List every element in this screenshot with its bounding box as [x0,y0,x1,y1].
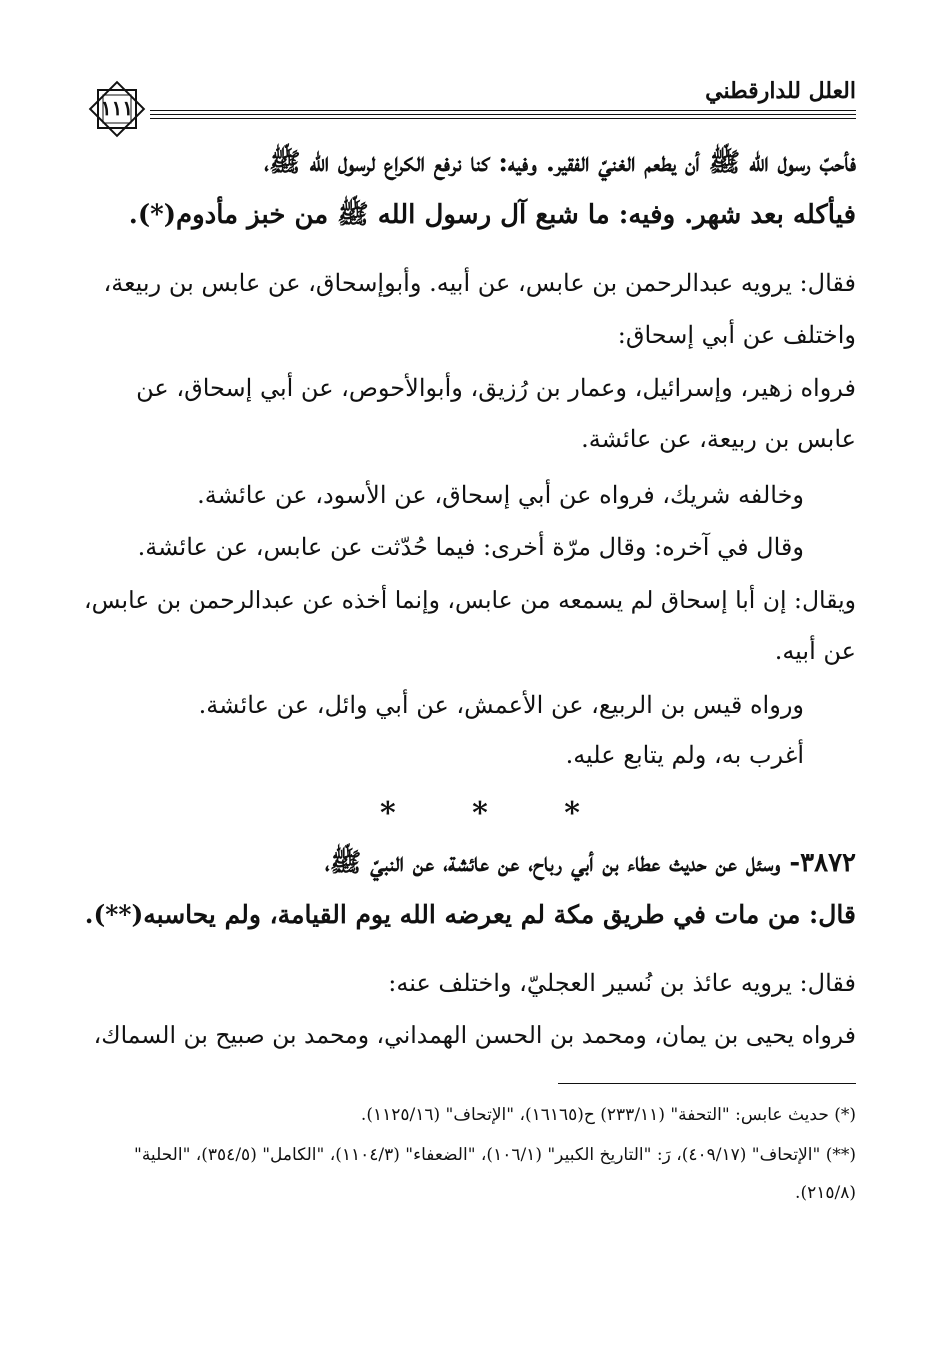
separator-star: * [380,796,396,831]
header-rule [150,118,856,119]
text-line: ورواه قيس بن الربيع، عن الأعمش، عن أبي وائل، عن عائشة. [198,691,804,719]
text-line: فرواه زهير، وإسرائيل، وعمار بن رُزيق، وأبوالأحوص، عن أبي إسحاق، عن [136,374,856,402]
text-line: فأحبّ رسول الله ﷺ أن يطعم الغنيّ الفقير. وفيه: كنا نرفع الكراع لرسول الله ﷺ، [264,148,856,178]
section-separator [380,796,580,831]
footnote-rule [558,1083,856,1084]
entry-heading-line: قال: من مات في طريق مكة لم يعرضه الله يوم القيامة، ولم يحاسبه(**). [84,900,856,929]
footnote: (**) "الإتحاف" (٤٠٩/١٧)، رَ: "التاريخ الكبير" (١٠٦/١)، "الضعفاء" (١١٠٤/٣)، "الكامل" (٣٥٤/٥)، "الحلية" [134,1145,856,1165]
header-rule [150,110,856,111]
footnote: (٢١٥/٨). [795,1183,856,1203]
text-line: وخالفه شريك، فرواه عن أبي إسحاق، عن الأسود، عن عائشة. [197,481,804,509]
text-line: فرواه يحيى بن يمان، ومحمد بن الحسن الهمداني، ومحمد بن صبيح بن السماك، [93,1021,856,1049]
text-line: أغرب به، ولم يتابع عليه. [565,741,804,769]
text-line: فقال: يرويه عائذ بن نُسير العجليّ، واختلف عنه: [388,969,856,997]
page-number-badge [84,78,150,140]
text-line: عابس بن ربيعة، عن عائشة. [581,425,856,453]
text-line: عن أبيه. [774,637,856,665]
text-line: وقال في آخره: وقال مرّة أخرى: فيما حُدّثت عن عابس، عن عائشة. [137,533,804,561]
text-line: فقال: يرويه عبدالرحمن بن عابس، عن أبيه. وأبوإسحاق، عن عابس بن ربيعة، [103,269,856,297]
page-number: ١١١ [100,96,134,120]
header-rule [150,114,856,115]
running-header-title: العلل للدارقطني [705,78,856,104]
separator-star: * [564,796,580,831]
text-line: فيأكله بعد شهر. وفيه: ما شبع آل رسول الله ﷺ من خبز مأدوم(*). [128,200,856,230]
footnote: (*) حديث عابس: "التحفة" (٢٣٣/١١) ح(١٦١٦٥)، "الإتحاف" (١١٢٥/١٦). [360,1105,856,1125]
text-line: ويقال: إن أبا إسحاق لم يسمعه من عابس، وإنما أخذه عن عبدالرحمن بن عابس، [84,586,856,614]
separator-star: * [472,796,488,831]
text-line: واختلف عن أبي إسحاق: [617,321,856,349]
entry-heading-line: ٣٨٧٢- وسئل عن حديث عطاء بن أبي رباح، عن عائشة، عن النبيّ ﷺ، [324,848,856,878]
